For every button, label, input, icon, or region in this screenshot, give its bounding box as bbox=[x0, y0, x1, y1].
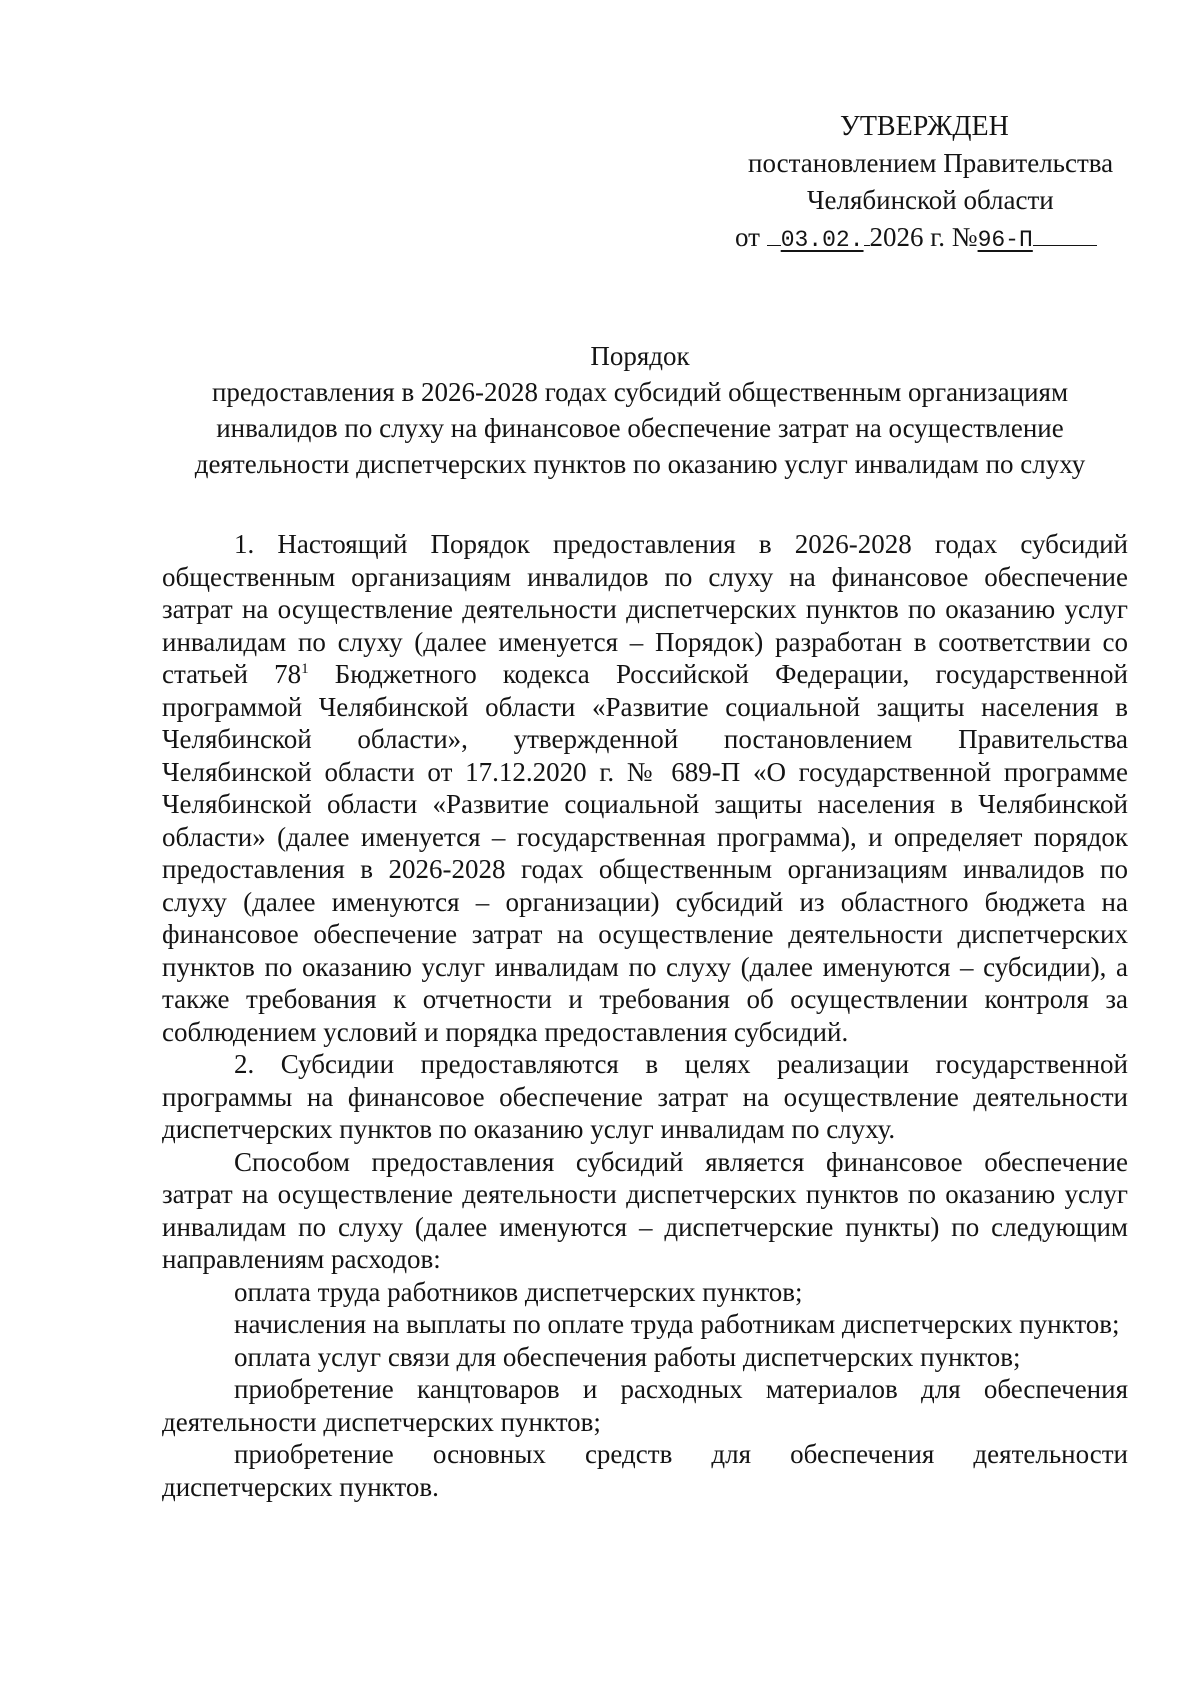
approval-from-label: от bbox=[735, 222, 760, 252]
approval-number: 96-П bbox=[977, 227, 1033, 253]
paragraph-1-part-1: 1. Настоящий Порядок предоставления в 2026-2028 годах субсидий общественным организациям инвалидов по слуху на финансовое обеспечение затрат на осуществление деятельности диспетчерских пунктов по оказанию услуг инвалидам по слуху (далее именуется – Порядок) разработан в соответствии со статьей 78 bbox=[162, 529, 1128, 689]
document-title: Порядок bbox=[590, 341, 690, 371]
paragraph-3: Способом предоставления субсидий является финансовое обеспечение затрат на осуществление деятельности диспетчерских пунктов по оказанию услуг инвалидам по слуху (далее именуются – диспетчерские пункты) по следующим направлениям расходов: bbox=[162, 1146, 1128, 1274]
approval-resolution-line: постановлением Правительства bbox=[748, 148, 1114, 178]
paragraph-2: 2. Субсидии предоставляются в целях реализации государственной программы на финансовое обеспечение затрат на осуществление деятельности диспетчерских пунктов по оказанию услуг инвалидам по слуху. bbox=[162, 1049, 1128, 1144]
approval-title: УТВЕРЖДЕН bbox=[840, 111, 1009, 142]
document-title-block bbox=[160, 338, 1120, 482]
list-item: приобретение основных средств для обеспечения деятельности диспетчерских пунктов. bbox=[162, 1439, 1128, 1502]
approval-block bbox=[720, 108, 1140, 259]
paragraph-1-part-2: Бюджетного кодекса Российской Федерации, государственной программой Челябинской области «Развитие социальной защиты населения в Челябинской области», утвержденной постановлением Правительства Челябинской области от 17.12.2020 г. № 689-П «О государственной программе Челябинской области «Развитие социальной защиты населения в Челябинской области» (далее именуется – государственная программа), и определяет порядок предоставления в 2026-2028 годах общественным организациям инвалидов по слуху (далее именуются – организации) субсидий из областного бюджета на финансовое обеспечение затрат на осуществление деятельности диспетчерских пунктов по оказанию услуг инвалидам по слуху (далее именуются – субсидии), а также требования к отчетности и требования об осуществлении контроля за соблюдением условий и порядка предоставления субсидий. bbox=[162, 659, 1128, 1047]
list-item: приобретение канцтоваров и расходных материалов для обеспечения деятельности диспетчерских пунктов; bbox=[162, 1374, 1128, 1437]
approval-date-number-line bbox=[735, 219, 1140, 259]
document-subtitle: предоставления в 2026-2028 годах субсидий общественным организациям инвалидов по слуху на финансовое обеспечение затрат на осуществление деятельности диспетчерских пунктов по оказанию услуг инвалидам по слуху bbox=[194, 377, 1086, 479]
paragraph-1 bbox=[162, 528, 1128, 1048]
article-superscript: 1 bbox=[301, 661, 309, 677]
document-body bbox=[162, 528, 1128, 1503]
approval-date: 03.02. bbox=[780, 227, 864, 253]
list-item: начисления на выплаты по оплате труда работникам диспетчерских пунктов; bbox=[234, 1309, 1120, 1339]
approval-region-line: Челябинской области bbox=[807, 185, 1054, 215]
list-item: оплата услуг связи для обеспечения работы диспетчерских пунктов; bbox=[234, 1341, 1021, 1372]
date-blank-line bbox=[767, 245, 781, 246]
approval-year-number-label: 2026 г. № bbox=[869, 222, 978, 252]
list-item: оплата труда работников диспетчерских пунктов; bbox=[234, 1276, 803, 1307]
number-blank-line bbox=[1033, 245, 1097, 246]
